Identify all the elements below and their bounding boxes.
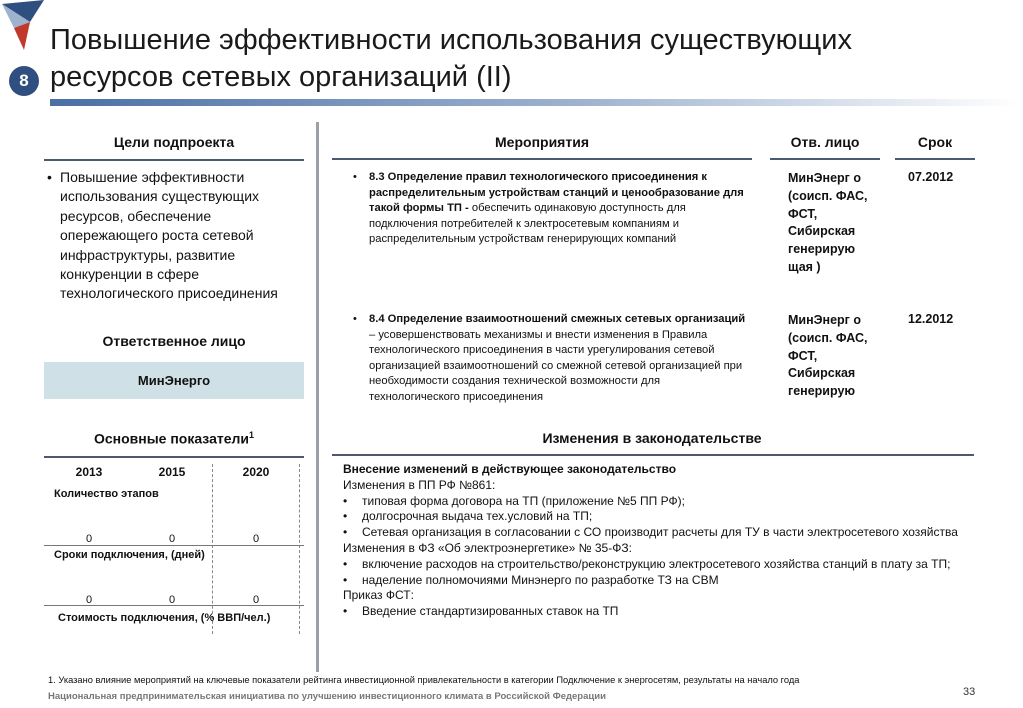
bullet-icon: •: [47, 169, 52, 185]
law-group-title: Изменения в ПП РФ №861:: [343, 477, 496, 492]
law-item: • наделение полномочиями Минэнерго по разработке ТЗ на СВМ: [343, 573, 983, 589]
indicator-label: Сроки подключения, (дней): [54, 549, 205, 561]
law-header: Изменения в законодательстве: [542, 430, 762, 446]
law-item: • Введение стандартизированных ставок на ТП: [343, 604, 983, 620]
law-item: • включение расходов на строительство/реконструкцию электросетевого хозяйства станций в плату за ТП;: [343, 557, 983, 573]
year-2013: 2013: [75, 465, 103, 479]
bullet-icon: •: [353, 313, 357, 325]
law-item: • типовая форма договора на ТП (приложение №5 ПП РФ);: [343, 494, 983, 510]
measure-term: 07.2012: [908, 170, 954, 184]
year-2020: 2020: [242, 465, 270, 479]
indicators-header: Основные показатели$^1$: [93, 430, 255, 447]
divider-dashed: [299, 464, 300, 634]
divider-dashed: [212, 464, 213, 634]
indicator-axis: [44, 545, 304, 546]
goals-header: Цели подпроекта: [113, 134, 235, 150]
year-2015: 2015: [158, 465, 186, 479]
logo-icon: [0, 0, 46, 52]
law-intro: Внесение изменений в действующее законодательство: [343, 462, 677, 476]
column-separator: [316, 122, 319, 672]
measure-responsible: МинЭнерг о (соисп. ФАС, ФСТ, Сибирская генерирую: [788, 313, 868, 399]
responsible-header: Ответственное лицо: [102, 333, 246, 349]
measure-term: 12.2012: [908, 312, 954, 326]
slide-number-badge: 8: [9, 66, 39, 96]
indicator-value: 0: [252, 533, 260, 545]
law-item: • долгосрочная выдача тех.условий на ТП;: [343, 509, 983, 525]
indicators-header-rule: [44, 456, 304, 458]
footer-text: Национальная предпринимательская инициатива по улучшению инвестиционного климата в Российской Федерации: [48, 691, 606, 702]
measures-header-rule: [332, 158, 752, 160]
measure-item: • 8.3 Определение правил технологического присоединения к распределительным устройствам станций и ценообразование для такой формы ТП - обеспечить одинаковую доступность для подключения потребителей к электросетевым компаниям и распределительным устройствам генерирующих компаний: [353, 171, 744, 246]
indicator-value: 0: [85, 533, 93, 545]
goal-text: Повышение эффективности использования существующих ресурсов, обеспечение опережающего роста сетевой инфраструктуры, развитие конкуренции в сфере технологического присоединения: [60, 169, 278, 302]
bullet-icon: •: [353, 171, 357, 183]
footnote: 1. Указано влияние мероприятий на ключевые показатели рейтинга инвестиционной привлекательности в категории Подключение к энергосетям, результаты на начало года: [48, 675, 800, 685]
term-col-header: Срок: [917, 134, 953, 150]
term-header-rule: [895, 158, 975, 160]
responsible-col-header: Отв. лицо: [790, 134, 860, 150]
indicator-label: Стоимость подключения, (% ВВП/чел.): [58, 612, 271, 624]
indicator-value: 0: [85, 594, 93, 606]
page-number: 33: [963, 686, 976, 698]
indicator-value: 0: [168, 594, 176, 606]
goal-item: [47, 168, 310, 304]
law-header-rule: [332, 454, 974, 456]
measures-header: Мероприятия: [495, 134, 589, 150]
responsible-header-rule: [770, 158, 880, 160]
page-title: Повышение эффективности использования существующих ресурсов сетевых организаций (II): [50, 24, 852, 93]
law-group-title: Изменения в ФЗ «Об электроэнергетике» № 35-ФЗ:: [343, 540, 632, 555]
goals-header-rule: [44, 159, 304, 161]
responsible-value: МинЭнерго: [44, 362, 304, 399]
indicator-value: 0: [168, 533, 176, 545]
indicator-label: Количество этапов: [54, 488, 159, 500]
law-changes-list: [343, 462, 983, 620]
measure-responsible: МинЭнерг о (соисп. ФАС, ФСТ, Сибирская генерирую щая ): [788, 171, 868, 274]
measure-item: • 8.4 Определение взаимоотношений смежных сетевых организаций – усовершенствовать механизмы и внести изменения в Правила технологического присоединения в части урегулирования сетевой организацией взаимоотношений со смежной сетевой организацией при необходимости создания технической возможности для технологического присоединения: [353, 313, 746, 403]
law-item: • Сетевая организация в согласовании с СО производит расчеты для ТУ в части электросетевого хозяйства: [343, 525, 983, 541]
title-underline: [50, 99, 1020, 106]
law-group-title: Приказ ФСТ:: [343, 588, 414, 603]
indicator-value: 0: [252, 594, 260, 606]
